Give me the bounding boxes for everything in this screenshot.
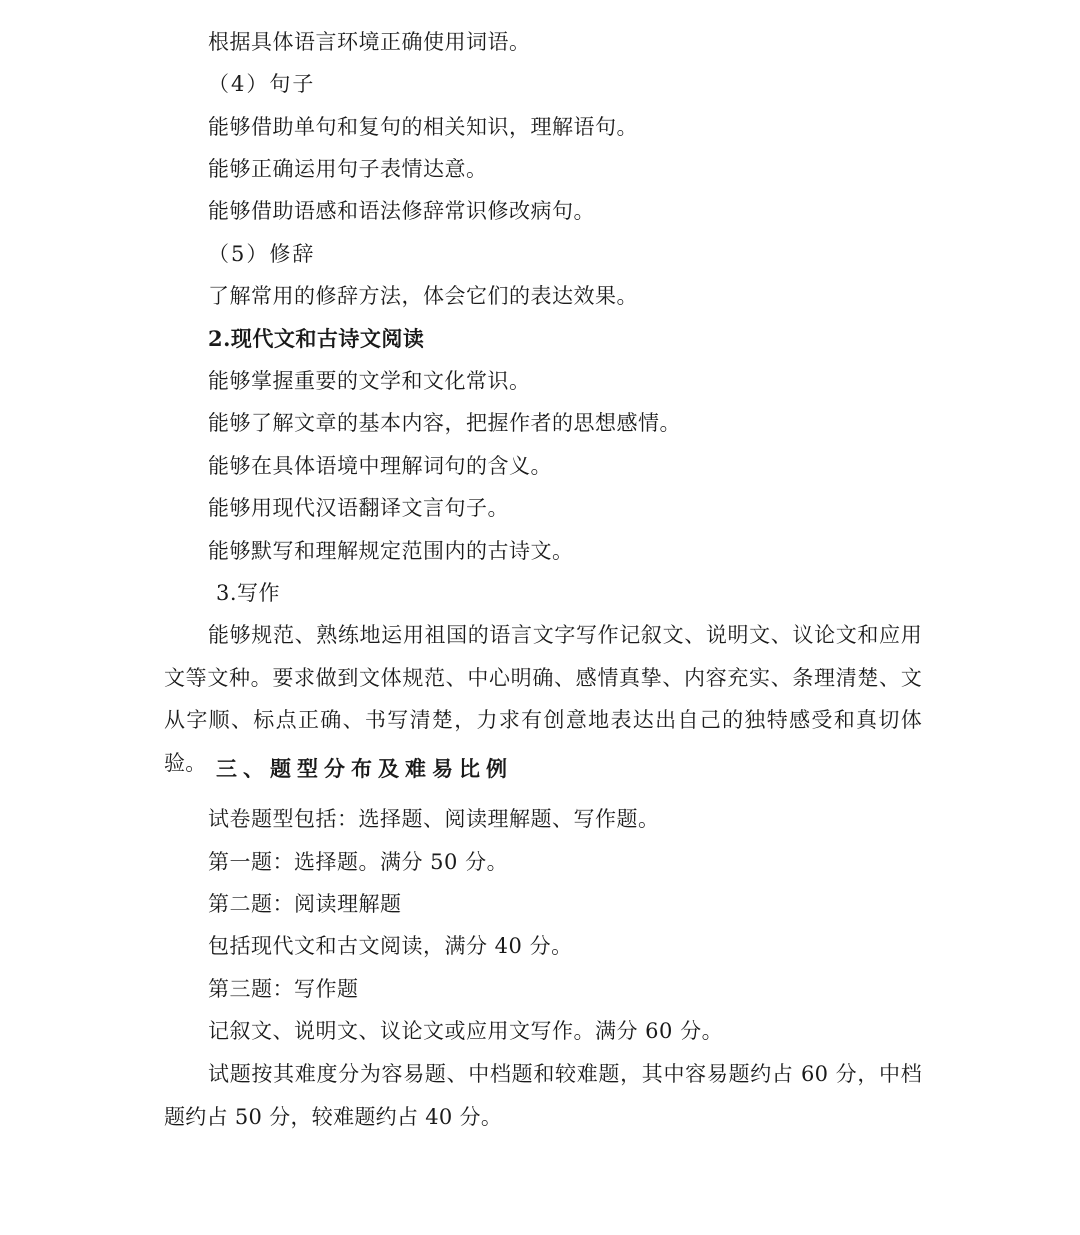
paragraph-difficulty-ratio: 试题按其难度分为容易题、中档题和较难题，其中容易题约占 60 分，中档题约占 50 分，较难题约占 40 分。 [164, 1062, 922, 1129]
text-line-reading-1: 能够掌握重要的文学和文化常识。 [208, 369, 531, 393]
text-line-sentence-3: 能够借助语感和语法修辞常识修改病句。 [208, 199, 595, 223]
text-line-reading-5: 能够默写和理解规定范围内的古诗文。 [208, 539, 574, 563]
text-line-question-2-detail: 包括现代文和古文阅读，满分 40 分。 [208, 934, 573, 958]
subheading-rhetoric: （5）修辞 [208, 242, 316, 266]
text-line-question-1: 第一题：选择题。满分 50 分。 [208, 850, 509, 874]
text-line-question-2: 第二题：阅读理解题 [208, 892, 402, 916]
text-line-question-3: 第三题：写作题 [208, 977, 359, 1001]
part-title-question-types: 三、题型分布及难易比例 [216, 756, 513, 781]
text-line-reading-3: 能够在具体语境中理解词句的含义。 [208, 454, 552, 478]
section-title-writing: 3.写作 [216, 581, 281, 605]
text-line-question-3-detail: 记叙文、说明文、议论文或应用文写作。满分 60 分。 [208, 1019, 724, 1043]
text-line-rhetoric-1: 了解常用的修辞方法，体会它们的表达效果。 [208, 284, 638, 308]
text-line-sentence-1: 能够借助单句和复句的相关知识，理解语句。 [208, 115, 638, 139]
paragraph-writing-requirements: 能够规范、熟练地运用祖国的语言文字写作记叙文、说明文、议论文和应用文等文种。要求做到文体规范、中心明确、感情真挚、内容充实、条理清楚、文从字顺、标点正确、书写清楚，力求有创意地表达出自己的独特感受和真切体验。 [164, 623, 922, 775]
section-title-reading: 2.现代文和古诗文阅读 [208, 326, 425, 351]
text-line-types-intro: 试卷题型包括：选择题、阅读理解题、写作题。 [208, 807, 660, 831]
text-line-sentence-2: 能够正确运用句子表情达意。 [208, 157, 488, 181]
text-line-reading-2: 能够了解文章的基本内容，把握作者的思想感情。 [208, 411, 681, 435]
text-line-reading-4: 能够用现代汉语翻译文言句子。 [208, 496, 509, 520]
text-line-word-usage: 根据具体语言环境正确使用词语。 [208, 30, 531, 54]
subheading-sentence: （4）句子 [208, 72, 316, 96]
